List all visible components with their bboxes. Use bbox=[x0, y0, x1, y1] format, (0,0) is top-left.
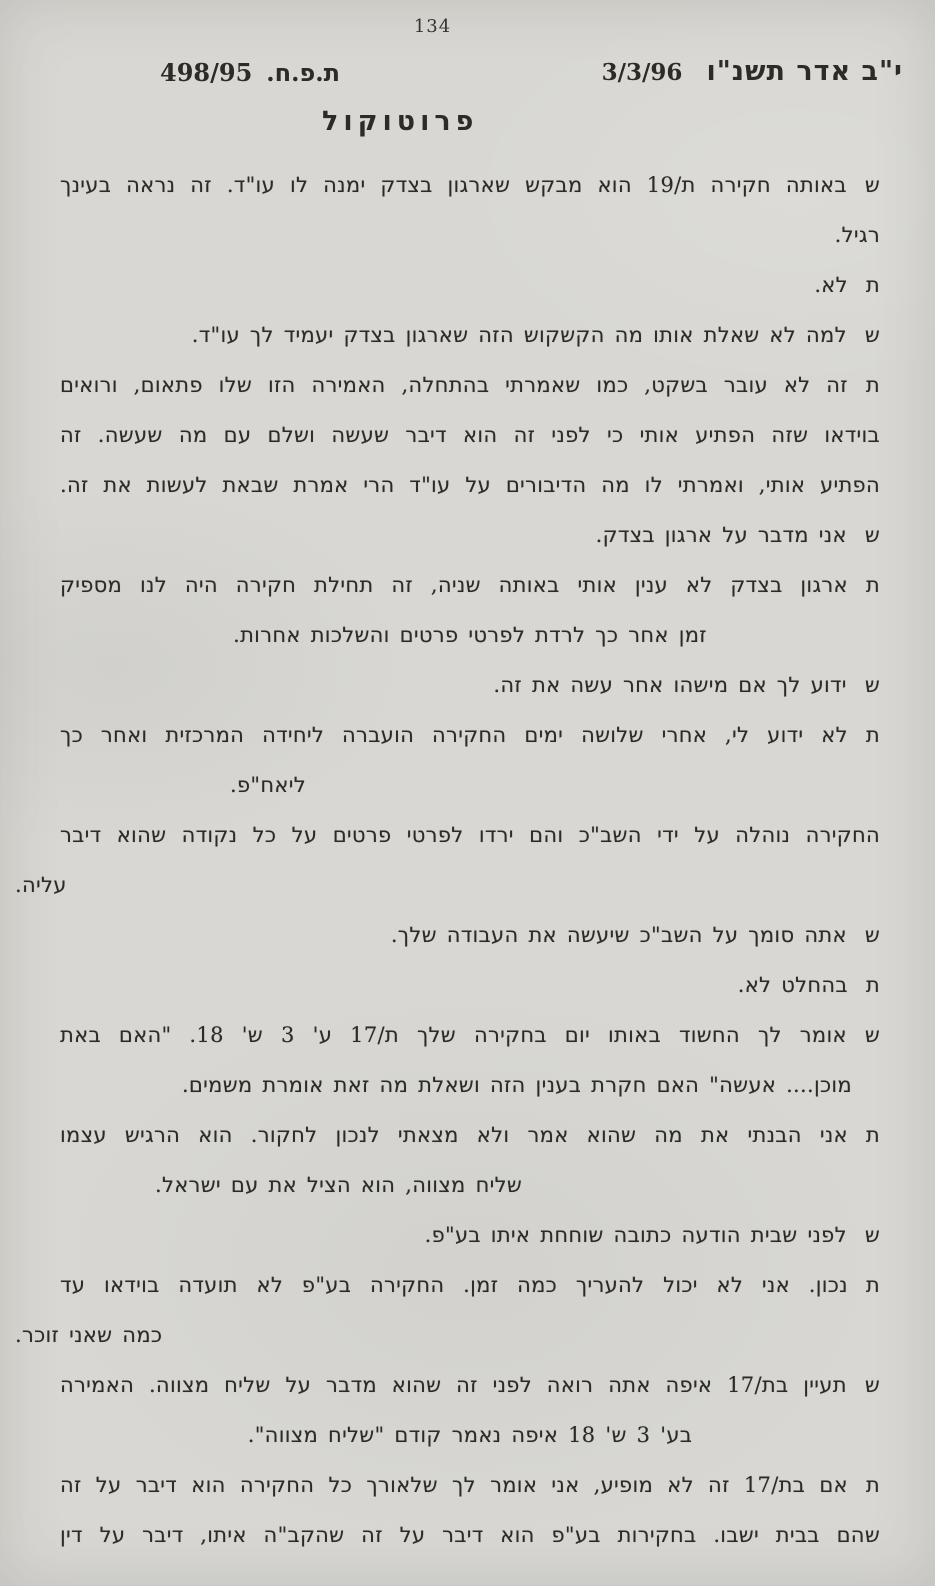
question-marker: ש bbox=[864, 323, 880, 347]
transcript-line bbox=[60, 760, 880, 810]
header-date-group bbox=[602, 56, 903, 87]
transcript-line bbox=[60, 1260, 880, 1310]
answer-marker: ת bbox=[865, 273, 880, 297]
line-text: זמן אחר כך לרדת לפרטי פרטים והשלכות אחרות. bbox=[233, 623, 707, 647]
line-text: ידוע לך אם מישהו אחר עשה את זה. bbox=[493, 673, 847, 697]
transcript-line bbox=[60, 1110, 880, 1160]
question-marker: ש bbox=[864, 1223, 880, 1247]
line-text: באותה חקירה ת/19 הוא מבקש שארגון בצדק ימנה לו עו"ד. זה נראה בעינך bbox=[60, 173, 847, 197]
line-text: רגיל. bbox=[834, 223, 880, 247]
answer-marker: ת bbox=[865, 1473, 881, 1497]
answer-marker: ת bbox=[865, 1273, 880, 1297]
question-marker: ש bbox=[864, 173, 880, 197]
transcript-line bbox=[15, 1310, 880, 1360]
question-marker: ש bbox=[864, 1373, 880, 1397]
transcript-line bbox=[60, 960, 880, 1010]
transcript-line bbox=[60, 1360, 880, 1410]
line-text: אתה סומך על השב"כ שיעשה את העבודה שלך. bbox=[390, 923, 847, 947]
transcript-line bbox=[60, 210, 880, 260]
line-text: אני מדבר על ארגון בצדק. bbox=[595, 523, 847, 547]
transcript-line bbox=[60, 510, 880, 560]
transcript-line bbox=[60, 160, 880, 210]
line-text: תעיין בת/17 איפה אתה רואה לפני זה שהוא מדבר על שליח מצווה. האמירה bbox=[60, 1373, 847, 1397]
line-text: החקירה נוהלה על ידי השב"כ והם ירדו לפרטי פרטים על כל נקודה שהוא דיבר bbox=[60, 823, 880, 847]
answer-marker: ת bbox=[865, 1123, 880, 1147]
line-text: לא ידוע לי, אחרי שלושה ימים החקירה הועברה ליחידה המרכזית ואחר כך bbox=[60, 723, 848, 747]
answer-marker: ת bbox=[865, 973, 880, 997]
transcript-line bbox=[60, 410, 880, 460]
case-reference bbox=[160, 58, 340, 87]
gregorian-date: 3/3/96 bbox=[601, 59, 683, 86]
line-text: ליאח"פ. bbox=[230, 773, 306, 797]
transcript-line bbox=[60, 360, 880, 410]
transcript-line bbox=[60, 1410, 880, 1460]
transcript-line bbox=[60, 1010, 880, 1060]
case-number: 498/95 bbox=[160, 58, 253, 87]
line-text: נכון. אני לא יכול להעריך כמה זמן. החקירה בע"פ לא תועדה בוידאו עד bbox=[60, 1273, 848, 1297]
line-text: הפתיע אותי, ואמרתי לו מה הדיבורים על עו"ד הרי אמרת שבאת לעשות את זה. bbox=[60, 473, 880, 497]
answer-marker: ת bbox=[865, 373, 880, 397]
line-text: למה לא שאלת אותו מה הקשקוש הזה שארגון בצדק יעמיד לך עו"ד. bbox=[191, 323, 847, 347]
line-text: בוידאו שזה הפתיע אותי כי לפני זה הוא דיבר שעשה ושלם עם מה שעשה. זה bbox=[60, 423, 880, 447]
line-text: לפני שבית הודעה כתובה שוחחת איתו בע"פ. bbox=[424, 1223, 847, 1247]
transcript-line bbox=[60, 1160, 880, 1210]
question-marker: ש bbox=[864, 523, 880, 547]
line-text: בע' 3 ש' 18 איפה נאמר קודם "שליח מצווה". bbox=[247, 1423, 693, 1447]
line-text: כמה שאני זוכר. bbox=[15, 1323, 163, 1347]
line-text: שהם בבית ישבו. בחקירות בע"פ הוא דיבר על זה שהקב"ה איתו, דיבר על דין bbox=[60, 1523, 880, 1547]
transcript-line bbox=[60, 260, 880, 310]
line-text: אם בת/17 זה לא מופיע, אני אומר לך שלאורך כל החקירה הוא דיבר על זה bbox=[60, 1473, 848, 1497]
transcript-line bbox=[60, 610, 880, 660]
answer-marker: ת bbox=[865, 723, 880, 747]
document-header bbox=[0, 56, 935, 98]
answer-marker: ת bbox=[865, 573, 880, 597]
line-text: לא. bbox=[814, 273, 848, 297]
transcript-line bbox=[60, 1460, 880, 1510]
transcript-line bbox=[60, 460, 880, 510]
transcript bbox=[15, 160, 881, 1560]
line-text: ארגון בצדק לא ענין אותי באותה שניה, זה תחילת חקירה היה לנו מספיק bbox=[60, 573, 848, 597]
hebrew-date: י"ב אדר תשנ"ו bbox=[706, 56, 903, 87]
transcript-line bbox=[15, 860, 880, 910]
question-marker: ש bbox=[864, 673, 880, 697]
transcript-line bbox=[60, 310, 880, 360]
line-text: אומר לך החשוד באותו יום בחקירה שלך ת/17 ע' 3 ש' 18. "האם באת bbox=[60, 1023, 847, 1047]
transcript-line bbox=[60, 1060, 880, 1110]
line-text: מוכן.... אעשה" האם חקרת בענין הזה ושאלת מה זאת אומרת משמים. bbox=[181, 1073, 852, 1097]
transcript-line bbox=[60, 560, 880, 610]
transcript-line bbox=[60, 910, 880, 960]
transcript-line bbox=[60, 1510, 880, 1560]
page-number: 134 bbox=[413, 16, 452, 37]
transcript-line bbox=[60, 1210, 880, 1260]
line-text: בהחלט לא. bbox=[737, 973, 848, 997]
question-marker: ש bbox=[864, 1023, 881, 1047]
line-text: זה לא עובר בשקט, כמו שאמרתי בהתחלה, האמירה הזו שלו פתאום, ורואים bbox=[60, 373, 848, 397]
line-text: עליה. bbox=[15, 873, 67, 897]
line-text: שליח מצווה, הוא הציל את עם ישראל. bbox=[155, 1173, 523, 1197]
document-title: פרוטוקול bbox=[322, 106, 479, 137]
line-text: אני הבנתי את מה שהוא אמר ולא מצאתי לנכון לחקור. הוא הרגיש עצמו bbox=[60, 1123, 848, 1147]
transcript-line bbox=[60, 660, 880, 710]
transcript-line bbox=[60, 710, 880, 760]
case-type-label: ת.פ.ח. bbox=[266, 58, 340, 87]
question-marker: ש bbox=[864, 923, 880, 947]
transcript-line bbox=[60, 810, 880, 860]
